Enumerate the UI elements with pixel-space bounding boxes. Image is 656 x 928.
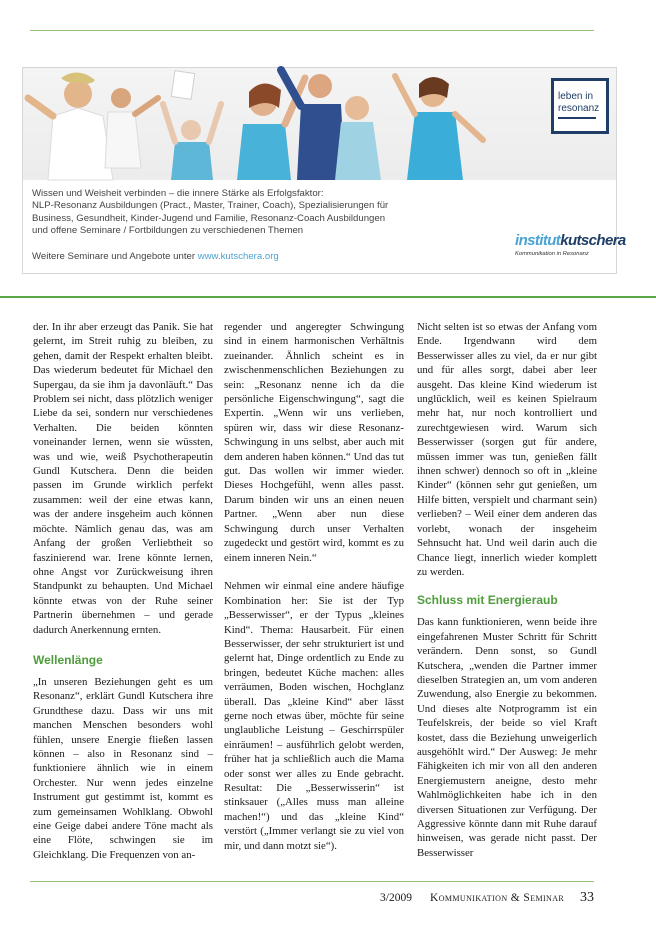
article-column-3	[417, 320, 597, 860]
ad-line: Wissen und Weisheit verbinden – die innere Stärke als Erfolgsfaktor:	[32, 188, 324, 199]
ad-description	[32, 188, 502, 238]
magazine-name: Kommunikation & Seminar	[430, 892, 565, 904]
advertisement	[22, 67, 626, 274]
article-column-2	[224, 320, 404, 853]
paragraph: Das kann funktionieren, wenn beide ihre eingefahrenen Muster Schritt für Schritt verändern. Denn sonst, so Gundl Kutschera, „wenden die Partner immer dieselben Strategien an, um vom anderen Zuwendung, also Energie zu bekommen. Und dieses alte Notprogramm ist ein Teufelskreis, der beide so viel Kraft kostet, dass die Beziehung unweigerlich ausgehöhlt wird.“ Der Ausweg: Je mehr Fähigkeiten ich mir von all den anderen Energiemustern aneigne, desto mehr Wahlmöglichkeiten habe ich in den diversen Situationen zur Verfügung. Der Aggressive könnte dann mit Ruhe darauf hinweisen, was gerade nicht passt. Der Besserwisser	[417, 616, 597, 859]
paragraph: „In unseren Beziehungen geht es um Resonanz“, erklärt Gundl Kutschera ihre Grundthese dazu. Dass wir uns mit manchen Menschen besonders wohl fühlen, unsere Energie fließen lassen können – also in Resonanz sind – funktioniere ähnlich wie in einem Orchester. Nur wenn jedes einzelne Instrument gut gestimmt ist, kommt es zum gemeinsamen Wohlklang. Obwohl eine Geige dabei andere Töne macht als eine Flöte, schwingen sie im Gleichklang. Die Frequenzen von an-	[33, 675, 213, 861]
resonanz-brand-box	[551, 78, 609, 134]
paragraph: der. In ihr aber erzeugt das Panik. Sie hat gelernt, im Streit ruhig zu bleiben, zu gehen, damit der Respekt erhalten bleibt. Das wiederum bedeutet für Michael den Supergau, da sie ihm ja davonläuft.“ Das Problem sei nicht, dass plötzlich weniger Liebe da sei, sondern nur verschiedenes Verhalten. Die beiden könnten voneinander lernen, wenn sie wüssten, was und wie, weiß Psychotherapeutin Gundl Kutschera. Denn die beiden passen im Grunde wirklich perfekt zusammen: weil der eine etwas kann, was der andere insgeheim auch können möchte. Nämlich genau das, was am Anfang der großen Verliebtheit so faszinierend war. Irene könnte lernen, ohne Angst vor Zurückweisung ihren Standpunkt zu behaupten. Und Michael könnte etwas von der Ruhe seiner Partnerin übernehmen – und gerade dadurch Anerkennung ernten.	[33, 321, 213, 636]
section-heading: Schluss mit Energieraub	[417, 593, 558, 608]
brand-box-text: leben in resonanz	[558, 91, 600, 114]
logo-tagline: Kommunikation in Resonanz	[515, 251, 589, 257]
ad-line: NLP-Resonanz Ausbildungen (Pract., Master, Trainer, Coach), Spezialisierungen für	[32, 200, 389, 212]
institut-kutschera-logo	[515, 232, 626, 265]
top-rule	[30, 30, 594, 31]
page-number: 33	[580, 890, 594, 905]
ad-line: und offene Seminare / Fortbildungen zu verschiedenen Themen	[32, 225, 304, 237]
ad-photo	[23, 68, 616, 180]
ad-line: Business, Gesundheit, Kinder-Jugend und Familie, Resonanz-Coach Ausbildungen	[32, 212, 386, 224]
ad-more-info	[32, 251, 279, 262]
paragraph: regender und angeregter Schwingung sind in einem harmonischen Verhältnis zueinander. Ähnlich scheint es in zwischenmenschlichen Beziehungen zu sein: „Resonanz nenne ich da die persönliche Eigenschwingung“, sagt die Expertin. „Wenn wir uns verlieben, spüren wir, dass wir diese Resonanz-Schwingung in uns selbst, aber auch mit dem anderen haben können.“ Und das tut gut. Das wollen wir immer wieder. Dieses Hochgefühl, wenn alles passt. Darum binden wir uns an einen neuen Partner. „Wenn aber nun diese Schwingung durch unser Verhalten zugedeckt und gestört wird, kommt es zu einem inneren Nein.“	[224, 321, 404, 564]
issue-number: 3/2009	[380, 892, 412, 904]
article-column-1	[33, 320, 213, 862]
logo-part-kutschera: kutschera	[560, 232, 626, 249]
paragraph: Nehmen wir einmal eine andere häufige Kombination her: Sie ist der Typ „Besserwisser“, er der Typus „kleines Kind“. Thema: Hausarbeit. Für einen Besserwisser, der sehr strukturiert ist und gelernt hat, Dinge ordentlich zu Ende zu bringen, bedeutet Küche machen: alles verräumen, Boden wischen, Hochglanz überall. Das „kleine Kind“ aber lässt gerne noch etwas über, möchte für seine unglaubliche Leistung – Geschirrspüler einräumen! – ausführlich gelobt werden, früher hat ja schließlich auch die Mama oder sonst wer alles zu Ende gebracht. Resultat: Die „Besserwisserin“ ist stinksauer („Alles muss man alleine machen!“) und das „kleine Kind“ verstört („Immer verlangt sie zu viel von mir, und dann motzt sie“).	[224, 580, 404, 852]
section-divider	[0, 296, 656, 298]
ad-website-link[interactable]: www.kutschera.org	[197, 251, 279, 262]
brand-box-underline	[558, 117, 596, 119]
footer-rule	[30, 881, 594, 882]
jumping-people-image	[23, 68, 616, 180]
ad-more-prefix: Weitere Seminare und Angebote unter	[32, 251, 198, 262]
logo-part-institut: institut	[515, 232, 561, 249]
section-heading: Wellenlänge	[33, 652, 103, 667]
paragraph: Nicht selten ist so etwas der Anfang vom Ende. Irgendwann wird dem Besserwisser alles zu viel, da er nur gibt und für alles sorgt, dabei aber leer ausgeht. Das kleine Kind wiederum ist unglücklich, weil es keinen Spielraum mehr hat, nur noch kontrolliert und zurechtgewiesen wird. Warum sich Besserwisser (sorgen gut für andere, müssen immer was tun, genießen fällt ihnen schwer) dennoch so oft in „kleine Kinder“ (können sehr gut genießen, um Hilfe bitten, verspielt und charmant sein) verlieben? – Weil einer dem anderen das vorlebt, wonach der insgeheim Sehnsucht hat. Und weil darin auch die Chance liegt, innerlich wieder komplett zu werden.	[417, 321, 597, 578]
